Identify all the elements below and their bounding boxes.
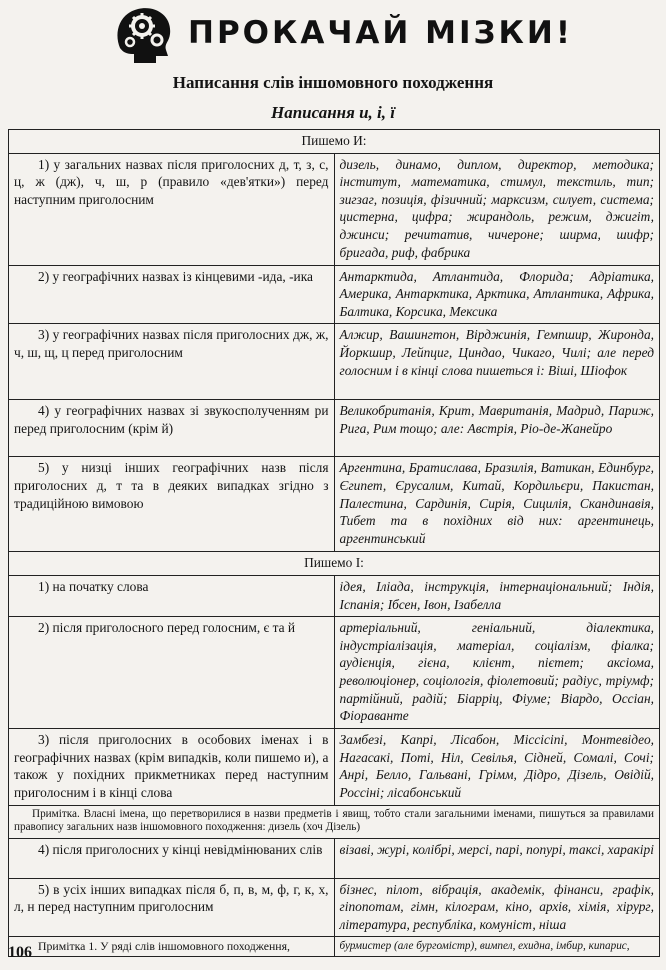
rule-cell: Примітка 1. У ряді слів іншомовного походження, [9, 937, 335, 957]
examples-cell: артеріальний, геніальний, діалектика, індустріалізація, матеріал, соціалізм, фіалка; аудієнція, гієна, клієнт, пієтет; аксіома, революціонер, соціологія, фіолетовий; радіус, тріумф; партійний, радій; Біарріц, Фіуме; Віардо, Оссіан, Фіораванте [334, 617, 660, 729]
table-row [9, 937, 660, 957]
rule-cell: 3) після приголосних в особових іменах і в географічних назвах (крім випадків, коли пишемо и), а також у похідних прикметниках перед наступним приголосним і в кінці слова [9, 729, 335, 805]
section-header-i-y: Пишемо И: [9, 130, 660, 154]
rule-cell: 5) у низці інших географічних назв після приголосних д, т та в деяких випадках згідно з традиційною вимовою [9, 457, 335, 552]
table-row [9, 400, 660, 457]
rule-cell: 4) після приголосних у кінці невідмінюваних слів [9, 838, 335, 878]
table-row [9, 838, 660, 878]
rule-cell: 1) у загальних назвах після приголосних д, т, з, с, ц, ж (дж), ч, ш, р (правило «дев'ятки») перед наступним приголосним [9, 153, 335, 265]
table-row [9, 575, 660, 616]
section-header-row [9, 130, 660, 154]
table-row [9, 324, 660, 400]
rule-cell: 3) у географічних назвах після приголосних дж, ж, ч, ш, щ, ц перед приголосним [9, 324, 335, 400]
page-heading: Написання слів іншомовного походження [172, 73, 494, 92]
examples-cell: ідея, Іліада, інструкція, інтернаціональний; Індія, Іспанія; Ібсен, Івон, Ізабелла [334, 575, 660, 616]
brain-gears-icon [112, 4, 176, 64]
rule-cell: 4) у географічних назвах зі звукосполученням ри перед приголосним (крім й) [9, 400, 335, 457]
examples-cell: Аргентина, Братислава, Бразилія, Ватикан, Единбург, Єгипет, Єрусалим, Китай, Кордильєри, Пакистан, Палестина, Сардинія, Сирія, Сицилія, Скандинавія, Тибет та в похідних від них: аргентинець, аргентинський [334, 457, 660, 552]
note-row [9, 805, 660, 838]
banner [112, 4, 582, 64]
rule-cell: 1) на початку слова [9, 575, 335, 616]
examples-cell: Алжир, Вашингтон, Вірджинія, Гемпшир, Жиронда, Йоркшир, Лейпциг, Циндао, Чикаго, Чилі; але перед голосним і в кінці слова пишеться і: Віші, Шіофок [334, 324, 660, 400]
section-header-row [9, 552, 660, 576]
examples-cell: візаві, журі, колібрі, мерсі, парі, попурі, таксі, харакірі [334, 838, 660, 878]
rule-cell: 2) у географічних назвах із кінцевими -ида, -ика [9, 265, 335, 324]
table-row [9, 878, 660, 937]
table-row [9, 153, 660, 265]
table-row [9, 617, 660, 729]
page-subheading: Написання и, і, ї [270, 103, 396, 122]
page-number: 106 [8, 944, 32, 961]
examples-cell: бізнес, пілот, вібрація, академік, фінанси, графік, гіпопотам, гімн, кілограм, кіно, архів, хімія, хірург, література, республіка, комуніст, ніша [334, 878, 660, 937]
examples-cell: Антарктида, Атлантида, Флорида; Адріатика, Америка, Антарктика, Арктика, Атлантика, Африка, Балтика, Корсика, Мексика [334, 265, 660, 324]
examples-cell: Замбезі, Капрі, Лісабон, Міссісіпі, Монтевідео, Нагасакі, Поті, Ніл, Севілья, Сідней, Сомалі, Сочі; Анрі, Белло, Гальвані, Грімм, Дідро, Дізель, Овідій, Россіні; лісабонський [334, 729, 660, 805]
note-cell: Примітка. Власні імена, що перетворилися в назви предметів і явищ, тобто стали загальними іменами, пишуться за правилами правопису загальних назв іншомовного походження: дизель (хоч Дізель) [9, 805, 660, 838]
table-row [9, 265, 660, 324]
banner-title: ПРОКАЧАЙ МІЗКИ! [188, 15, 573, 51]
table-row [9, 729, 660, 805]
rule-cell: 5) в усіх інших випадках після б, п, в, м, ф, г, к, х, л, н перед наступним приголосним [9, 878, 335, 937]
spelling-rules-table [8, 129, 660, 957]
table-row [9, 457, 660, 552]
section-header-i: Пишемо І: [9, 552, 660, 576]
examples-cell: Великобританія, Крит, Мавританія, Мадрид, Париж, Рига, Рим тощо; але: Австрія, Ріо-де-Жанейро [334, 400, 660, 457]
examples-cell: бурмистер (але бургомістр), вимпел, ехидна, імбир, кипарис, [334, 937, 660, 957]
examples-cell: дизель, динамо, диплом, директор, методика; інститут, математика, стимул, текстиль, тип; зигзаг, позиція, фізичний; марксизм, силует, система; цистерна, цифра; жирандоль, режим, джигіт, джинси; речитатив, чичероне; ширма, шифр; бригада, риф, фабрика [334, 153, 660, 265]
rule-cell: 2) після приголосного перед голосним, є та й [9, 617, 335, 729]
